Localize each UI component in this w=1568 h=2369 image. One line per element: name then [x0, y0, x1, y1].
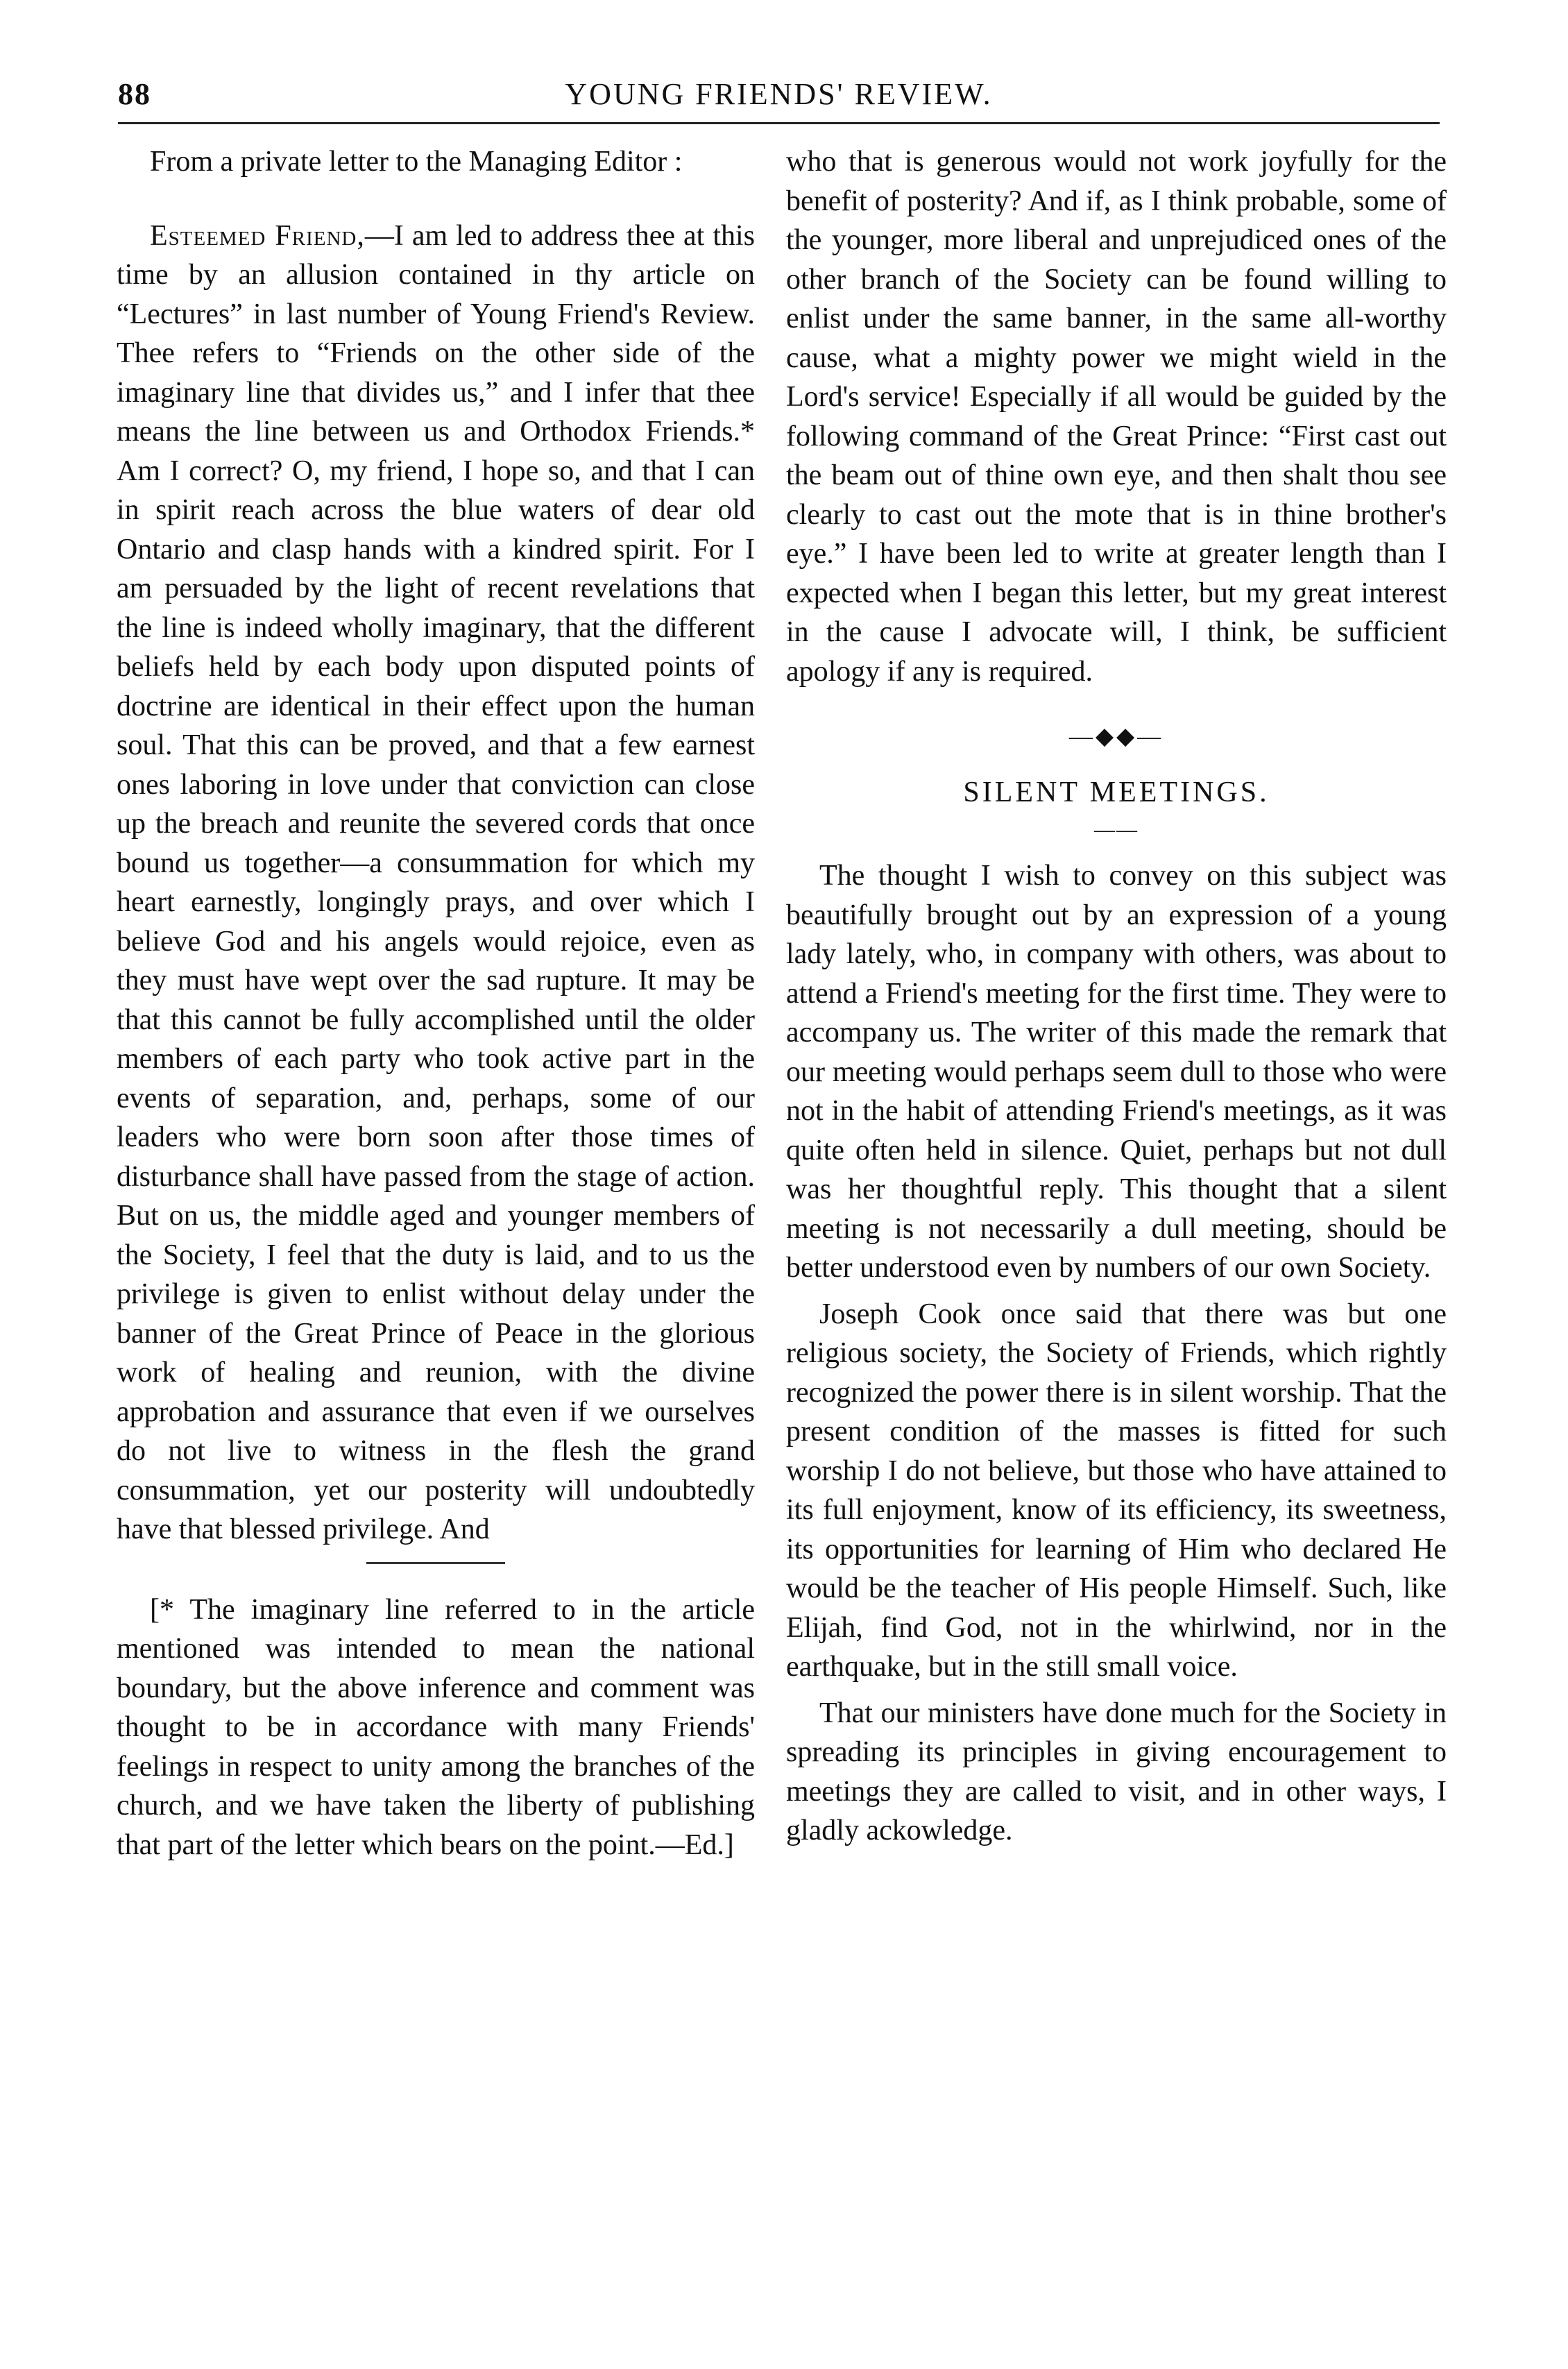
- editor-footnote: [* The imaginary line referred to in the article mentioned was intended to mean the national boundary, but the above inference and comment was thought to be in accordance with many Friends' feelings in respect to unity among the branches of the church, and we have taken the liberty of publishing that part of the letter which bears on the point.—Ed.]: [117, 1593, 755, 1861]
- header-rule: [118, 122, 1440, 124]
- page-header: [118, 64, 1440, 119]
- page-number: 88: [118, 77, 151, 111]
- running-title: YOUNG FRIENDS' REVIEW.: [565, 77, 993, 111]
- left-column: [117, 142, 755, 1865]
- letter-salutation: Esteemed Friend,: [150, 219, 365, 252]
- section-ornament: —◆◆—: [1068, 724, 1164, 749]
- right-column: [786, 142, 1447, 1851]
- letter-body: [117, 216, 755, 1549]
- letter-intro: From a private letter to the Managing Editor :: [150, 146, 683, 178]
- silent-meetings-paragraph-1: The thought I wish to convey on this subject was beautifully brought out by an expression of a young lady lately, who, in company with others, was about to attend a Friend's meeting for the first time. They were to accompany us. The writer of this made the remark that our meeting would perhaps seem dull to those who were not in the habit of attending Friend's meetings, as it was quite often held in silence. Quiet, perhaps but not dull was her thoughtful reply. This thought that a silent meeting is not necessarily a dull meeting, should be better understood even by numbers of our own Society.: [786, 860, 1447, 1284]
- section-title: SILENT MEETINGS.: [963, 776, 1270, 808]
- silent-meetings-paragraph-2: Joseph Cook once said that there was but one religious society, the Society of Friends, which rightly recognized the power there is in silent worship. That the present condition of the masses is fitted for such worship I do not believe, but those who have attained to its full enjoyment, know of its efficiency, its sweetness, its opportunities for learning of Him who declared He would be the teacher of His people Himself. Such, like Elijah, find God, not in the whirlwind, nor in the earthquake, but in the still small voice.: [786, 1298, 1447, 1683]
- letter-paragraph: —I am led to address thee at this time by an allusion contained in thy article on “Lectures” in last number of Young Friend's Review. Thee refers to “Friends on the other side of the imaginary line that divides us,” and I infer that thee means the line between us and Orthodox Friends.* Am I correct? O, my friend, I hope so, and that I can in spirit reach across the blue waters of dear old Ontario and clasp hands with a kindred spirit. For I am persuaded by the light of recent revelations that the line is indeed wholly imaginary, that the different beliefs held by each body upon disputed points of doctrine are identical in their effect upon the human soul. That this can be proved, and that a few earnest ones laboring in love under that conviction can close up the breach and reunite the severed cords that once bound us together—a consummation for which my heart earnestly, longingly prays, and over which I believe God and his angels would rejoice, even as they must have wept over the sad rupture. It may be that this cannot be fully accomplished until the older members of each party who took active part in the events of separation, and, perhaps, some of our leaders who were born soon after those times of disturbance shall have passed from the stage of action. But on us, the middle aged and younger members of the Society, I feel that the duty is laid, and to us the privilege is given to enlist without delay under the banner of the Great Prince of Peace in the glorious work of healing and reunion, with the divine approbation and assurance that even if we ourselves do not live to witness in the flesh the grand consummation, yet our posterity will undoubtedly have that blessed privilege. And: [117, 219, 755, 1545]
- letter-continuation: who that is generous would not work joyfully for the benefit of posterity? And if, as I think probable, some of the younger, more liberal and unprejudiced ones of the other branch of the Society can be found willing to enlist under the same banner, in the same all-worthy cause, what a mighty power we might wield in the Lord's service! Especially if all would be guided by the following command of the Great Prince: “First cast out the beam out of thine own eye, and then shalt thou see clearly to cast out the mote that is in thine brother's eye.” I have been led to write at greater length than I expected when I began this letter, but my great interest in the cause I advocate will, I think, be sufficient apology if any is required.: [786, 146, 1447, 688]
- silent-meetings-paragraph-3: That our ministers have done much for the Society in spreading its principles in giving encouragement to meetings they are called to visit, and in other ways, I gladly ackowledge.: [786, 1697, 1447, 1846]
- section-dash: ——: [1094, 818, 1139, 841]
- footnote-rule: [366, 1562, 505, 1564]
